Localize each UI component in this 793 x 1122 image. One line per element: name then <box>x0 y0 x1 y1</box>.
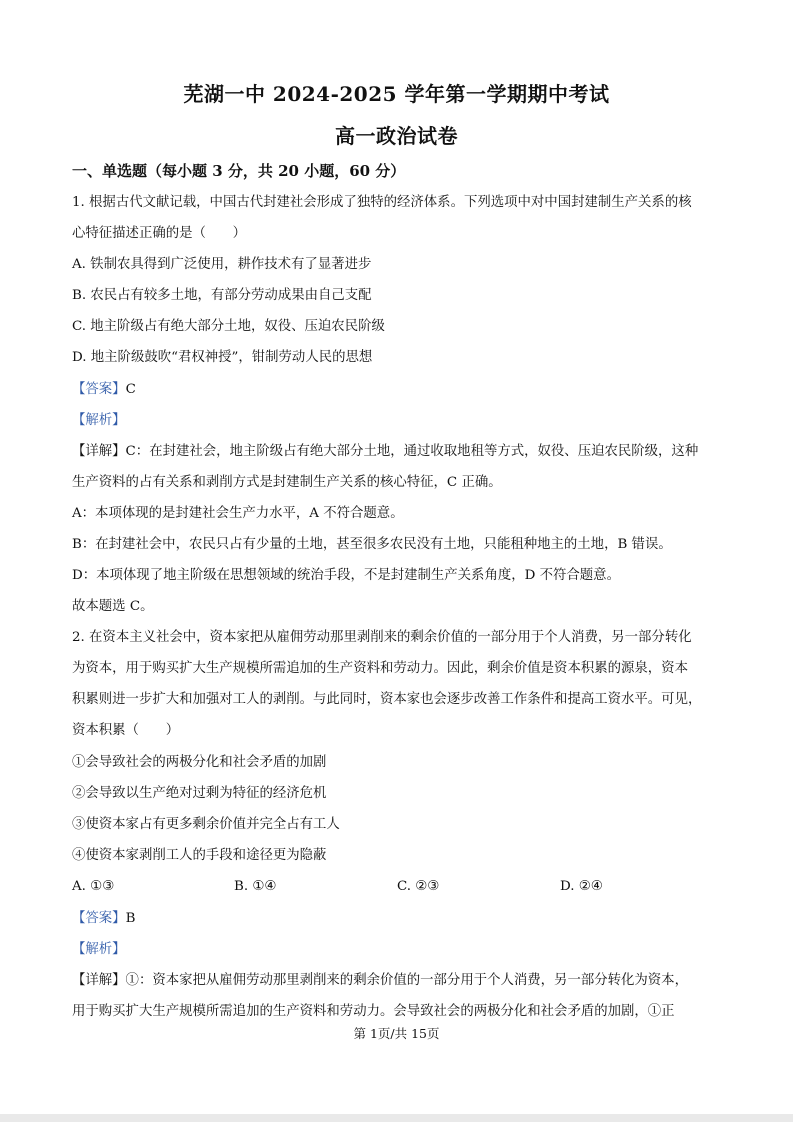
q2-stem-line-2: 为资本，用于购买扩大生产规模所需追加的生产资料和劳动力。因此，剩余价值是资本积累的源泉，资本 <box>72 661 688 676</box>
q2-item-3: ③使资本家占有更多剩余价值并完全占有工人 <box>72 817 340 832</box>
q1-detail-line-1: 【详解】C：在封建社会，地主阶级占有绝大部分土地，通过收取地租等方式，奴役、压迫农民阶级，这种 <box>72 444 699 459</box>
q2-item-4: ④使资本家剥削工人的手段和途径更为隐蔽 <box>72 848 327 863</box>
q1-stem-line-2: 心特征描述正确的是（ ） <box>72 226 247 241</box>
q2-option-d: D. ②④ <box>560 879 603 894</box>
q2-item-1: ①会导致社会的两极分化和社会矛盾的加剧 <box>72 755 327 770</box>
q1-answer <box>72 380 724 400</box>
q2-option-a: A. ①③ <box>72 879 115 894</box>
q1-conclusion: 故本题选 C。 <box>72 599 154 614</box>
exam-title: 芜湖一中 2024-2025 学年第一学期期中考试 <box>183 82 610 106</box>
q1-option-b: B. 农民占有较多土地，有部分劳动成果由自己支配 <box>72 288 372 303</box>
q1-option-a: A. 铁制农具得到广泛使用，耕作技术有了显著进步 <box>72 257 372 272</box>
q1-option-c: C. 地主阶级占有绝大部分土地，奴役、压迫农民阶级 <box>72 319 385 334</box>
q2-answer-value: B <box>125 911 136 926</box>
q1-option-d: D. 地主阶级鼓吹“君权神授”，钳制劳动人民的思想 <box>72 350 373 365</box>
q1-detail-line-4: B：在封建社会中，农民只占有少量的土地，甚至很多农民没有土地，只能租种地主的土地，B 错误。 <box>72 537 672 552</box>
section-heading: 一、单选题（每小题 3 分，共 20 小题，60 分） <box>72 162 406 180</box>
q2-detail-line-2: 用于购买扩大生产规模所需追加的生产资料和劳动力。会导致社会的两极分化和社会矛盾的加剧，①正 <box>72 1004 675 1019</box>
q1-detail-line-2: 生产资料的占有关系和剥削方式是封建制生产关系的核心特征，C 正确。 <box>72 475 502 490</box>
q2-answer-label: 【答案】 <box>72 911 126 926</box>
exam-subtitle: 高一政治试卷 <box>335 124 458 148</box>
q1-detail-line-3: A：本项体现的是封建社会生产力水平，A 不符合题意。 <box>72 506 404 521</box>
q2-stem-line-3: 积累则进一步扩大和加强对工人的剥削。与此同时，资本家也会逐步改善工作条件和提高工资水平。可见， <box>72 692 702 707</box>
q1-answer-label: 【答案】 <box>72 382 126 397</box>
q2-option-b: B. ①④ <box>234 879 277 894</box>
q2-item-2: ②会导致以生产绝对过剩为特征的经济危机 <box>72 786 327 801</box>
q2-analysis-label: 【解析】 <box>72 942 126 957</box>
page-bottom-edge <box>0 1114 793 1122</box>
page-footer: 第 1页/共 15页 <box>353 1026 440 1041</box>
q2-stem-line-4: 资本积累（ ） <box>72 723 180 738</box>
q1-stem-line-1: 1. 根据古代文献记载，中国古代封建社会形成了独特的经济体系。下列选项中对中国封建制生产关系的核 <box>72 195 692 210</box>
q2-answer <box>72 909 724 929</box>
q2-detail-line-1: 【详解】①：资本家把从雇佣劳动那里剥削来的剩余价值的一部分用于个人消费，另一部分转化为资本， <box>72 973 688 988</box>
q2-stem-line-1: 2. 在资本主义社会中，资本家把从雇佣劳动那里剥削来的剩余价值的一部分用于个人消费，另一部分转化 <box>72 630 692 645</box>
q1-answer-value: C <box>125 382 136 397</box>
q1-analysis-label: 【解析】 <box>72 413 126 428</box>
q1-detail-line-5: D：本项体现了地主阶级在思想领域的统治手段，不是封建制生产关系角度，D 不符合题意。 <box>72 568 620 583</box>
q2-option-c: C. ②③ <box>397 879 440 894</box>
